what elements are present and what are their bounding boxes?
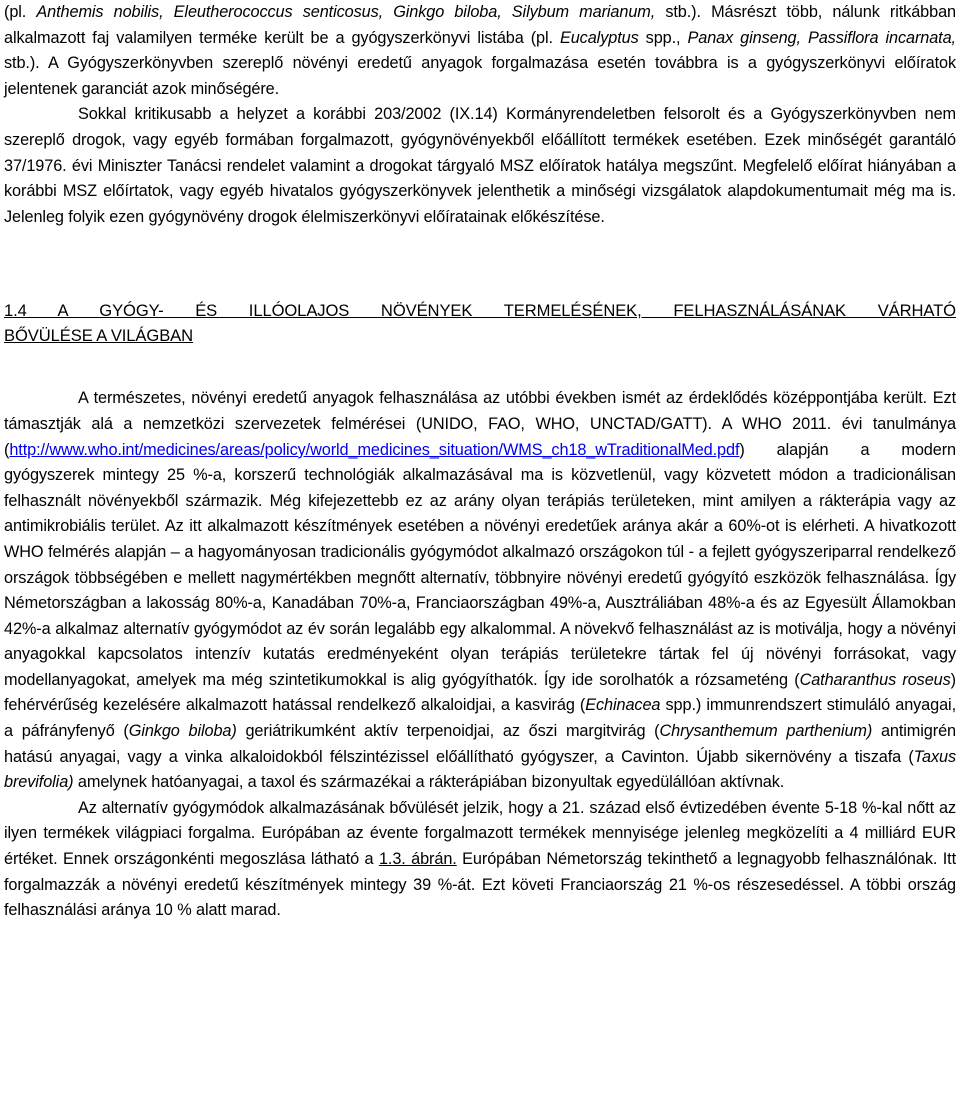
text-run: stb.). A Gyógyszerkönyvben szereplő növényi eredetű anyagok forgalmazása esetén továbbra is a gyógyszerkönyvi előíratok jelentenek garanciát azok minőségére. [4,54,956,98]
spacer [4,348,956,386]
species-italic: Ginkgo biloba) [128,722,237,741]
spacer [4,230,956,298]
species-italic: Catharanthus roseus [799,670,951,689]
text-run: amelynek hatóanyagai, a taxol és származékai a rákterápiában bizonyultak egyedülállóan aktívnak. [73,773,785,792]
paragraph-who-study [4,386,956,796]
species-list-italic: Anthemis nobilis, Eleutherococcus senticosus, Ginkgo biloba, Silybum marianum, [36,3,656,21]
text-run: Az alternatív gyógymódok alkalmazásának bővülését jelzik, hogy a 21. század első évtizedében évente 5-18 %-kal nőtt az ilyen termékek világpiaci forgalma. Európában az évente forgalmazott termékek mennyisége jelenleg megközelíti a 4 milliárd EUR értéket. Ennek országonkénti megoszlása látható a [4,798,956,869]
text-run: (pl. [4,3,37,21]
text-run: geriátrikumként aktív terpenoidjai, az őszi margitvirág ( [236,722,660,741]
paragraph-herbal-pharmacopoeia [4,0,956,102]
who-report-link[interactable]: http://www.who.int/medicines/areas/policy/world_medicines_situation/WMS_ch18_wTraditionalMed.pdf [9,440,740,459]
text-run: ) fehérvérűség kezelésére alkalmazott hatással rendelkező alkaloidjai, a kasvirág ( [4,670,956,715]
species-italic: Taxus brevifolia) [4,747,956,792]
text-run: A természetes, növényi eredetű anyagok felhasználása az utóbbi években ismét az érdeklődés középpontjába került. Ezt támasztják alá a nemzetközi szervezetek felmérései (UNIDO, FAO, WHO, UNCTAD/GATT). A WHO 2011. évi tanulmánya ( [4,389,956,459]
text-run: antimigrén hatású anyagai, vagy a vinka alkaloidokból félszintézissel előállítható gyógyszer, a Cavinton. Újabb sikernövény a tiszafa ( [4,722,956,766]
section-heading-line2: BŐVÜLÉSE A VILÁGBAN [4,326,194,346]
text-run: spp.) immunrendszert stimuláló anyagai, a páfrányfenyő ( [4,696,956,741]
species-italic: Echinacea [585,696,661,715]
figure-reference-link[interactable]: 1.3. ábrán. [378,850,457,869]
text-run: ) alapján a modern gyógyszerek mintegy 25 %-a, korszerű technológiák alkalmazásával ma is közvetlenül, vagy közvetett módon a tradicionálisan felhasznált növényekből származik. Még kifejezettebb ez az arány olyan terápiás területeken, mint amilyen a rákterápia vagy az antimikrobiális terület. Az itt alkalmazott készítmények esetében a növényi eredetűek aránya akár a 60%-ot is elérheti. A hivatkozott WHO felmérés alapján – a hagyományosan tradicionális gyógymódot alkalmazó országokon túl - a fejlett gyógyszeriparral rendelkező országok többségében e mellett nagymértékben megnőtt alternatív, többnyire növényi eredetű gyógyító eszközök felhasználása. Így Németországban a lakosság 80%-a, Kanadában 70%-a, Franciaországban 49%-a, Ausztráliában 48%-a és az Egyesült Államokban 42%-a alkalmaz alternatív gyógymódot az év során legalább egy alkalommal. A növekvő felhasználást az is motiválja, hogy a növényi anyagokkal kapcsolatos intenzív kutatás eredményeként olyan terápiás területekre tártak fel új növényi forrásokat, vagy modellanyagokat, amelyek ma még szintetikumokkal is alig gyógyíthatók. Így ide sorolhatók a rózsameténg ( [4,440,956,689]
species-list-italic: Panax ginseng, Passiflora incarnata, [687,28,956,47]
paragraph-regulation: Sokkal kritikusabb a helyzet a korábbi 203/2002 (IX.14) Kormányrendeletben felsorolt és a Gyógyszerkönyvben nem szereplő drogok, vagy egyéb formában forgalmazott, gyógynövényekből előállított termékek esetében. Ezek minőségét garantáló 37/1976. évi Miniszter Tanácsi rendelet valamint a drogokat tárgyaló MSZ előíratok hatálya megszűnt. Megfelelő előírat hiányában a korábbi MSZ előírtatok, vagy egyéb hivatalos gyógyszerkönyvek jelenthetik a minőségi vizsgálatok alapdokumentumait még ma is. Jelenleg folyik ezen gyógynövény drogok élelmiszerkönyvi előíratainak előkészítése. [4,105,956,226]
genus-italic: Eucalyptus [559,28,639,47]
text-run: stb.). Másrészt több, nálunk ritkábban alkalmazott faj valamilyen terméke került be a gyógyszerkönyvi listába (pl. [4,3,956,47]
paragraph-market-growth [4,796,956,924]
section-heading [4,298,956,348]
species-italic: Chrysanthemum parthenium) [659,722,873,741]
text-run: spp., [638,28,688,47]
text-run: Európában Németország tekinthető a legnagyobb felhasználónak. Itt forgalmazzák a növényi eredetű készítmények mintegy 39 %-át. Ezt követi Franciaország 21 %-os részesedéssel. A többi ország felhasználási aránya 10 % alatt marad. [4,850,957,920]
section-heading-line1: 1.4 A GYÓGY- ÉS ILLÓOLAJOS NÖVÉNYEK TERMELÉSÉNEK, FELHASZNÁLÁSÁNAK VÁRHATÓ [4,301,956,321]
